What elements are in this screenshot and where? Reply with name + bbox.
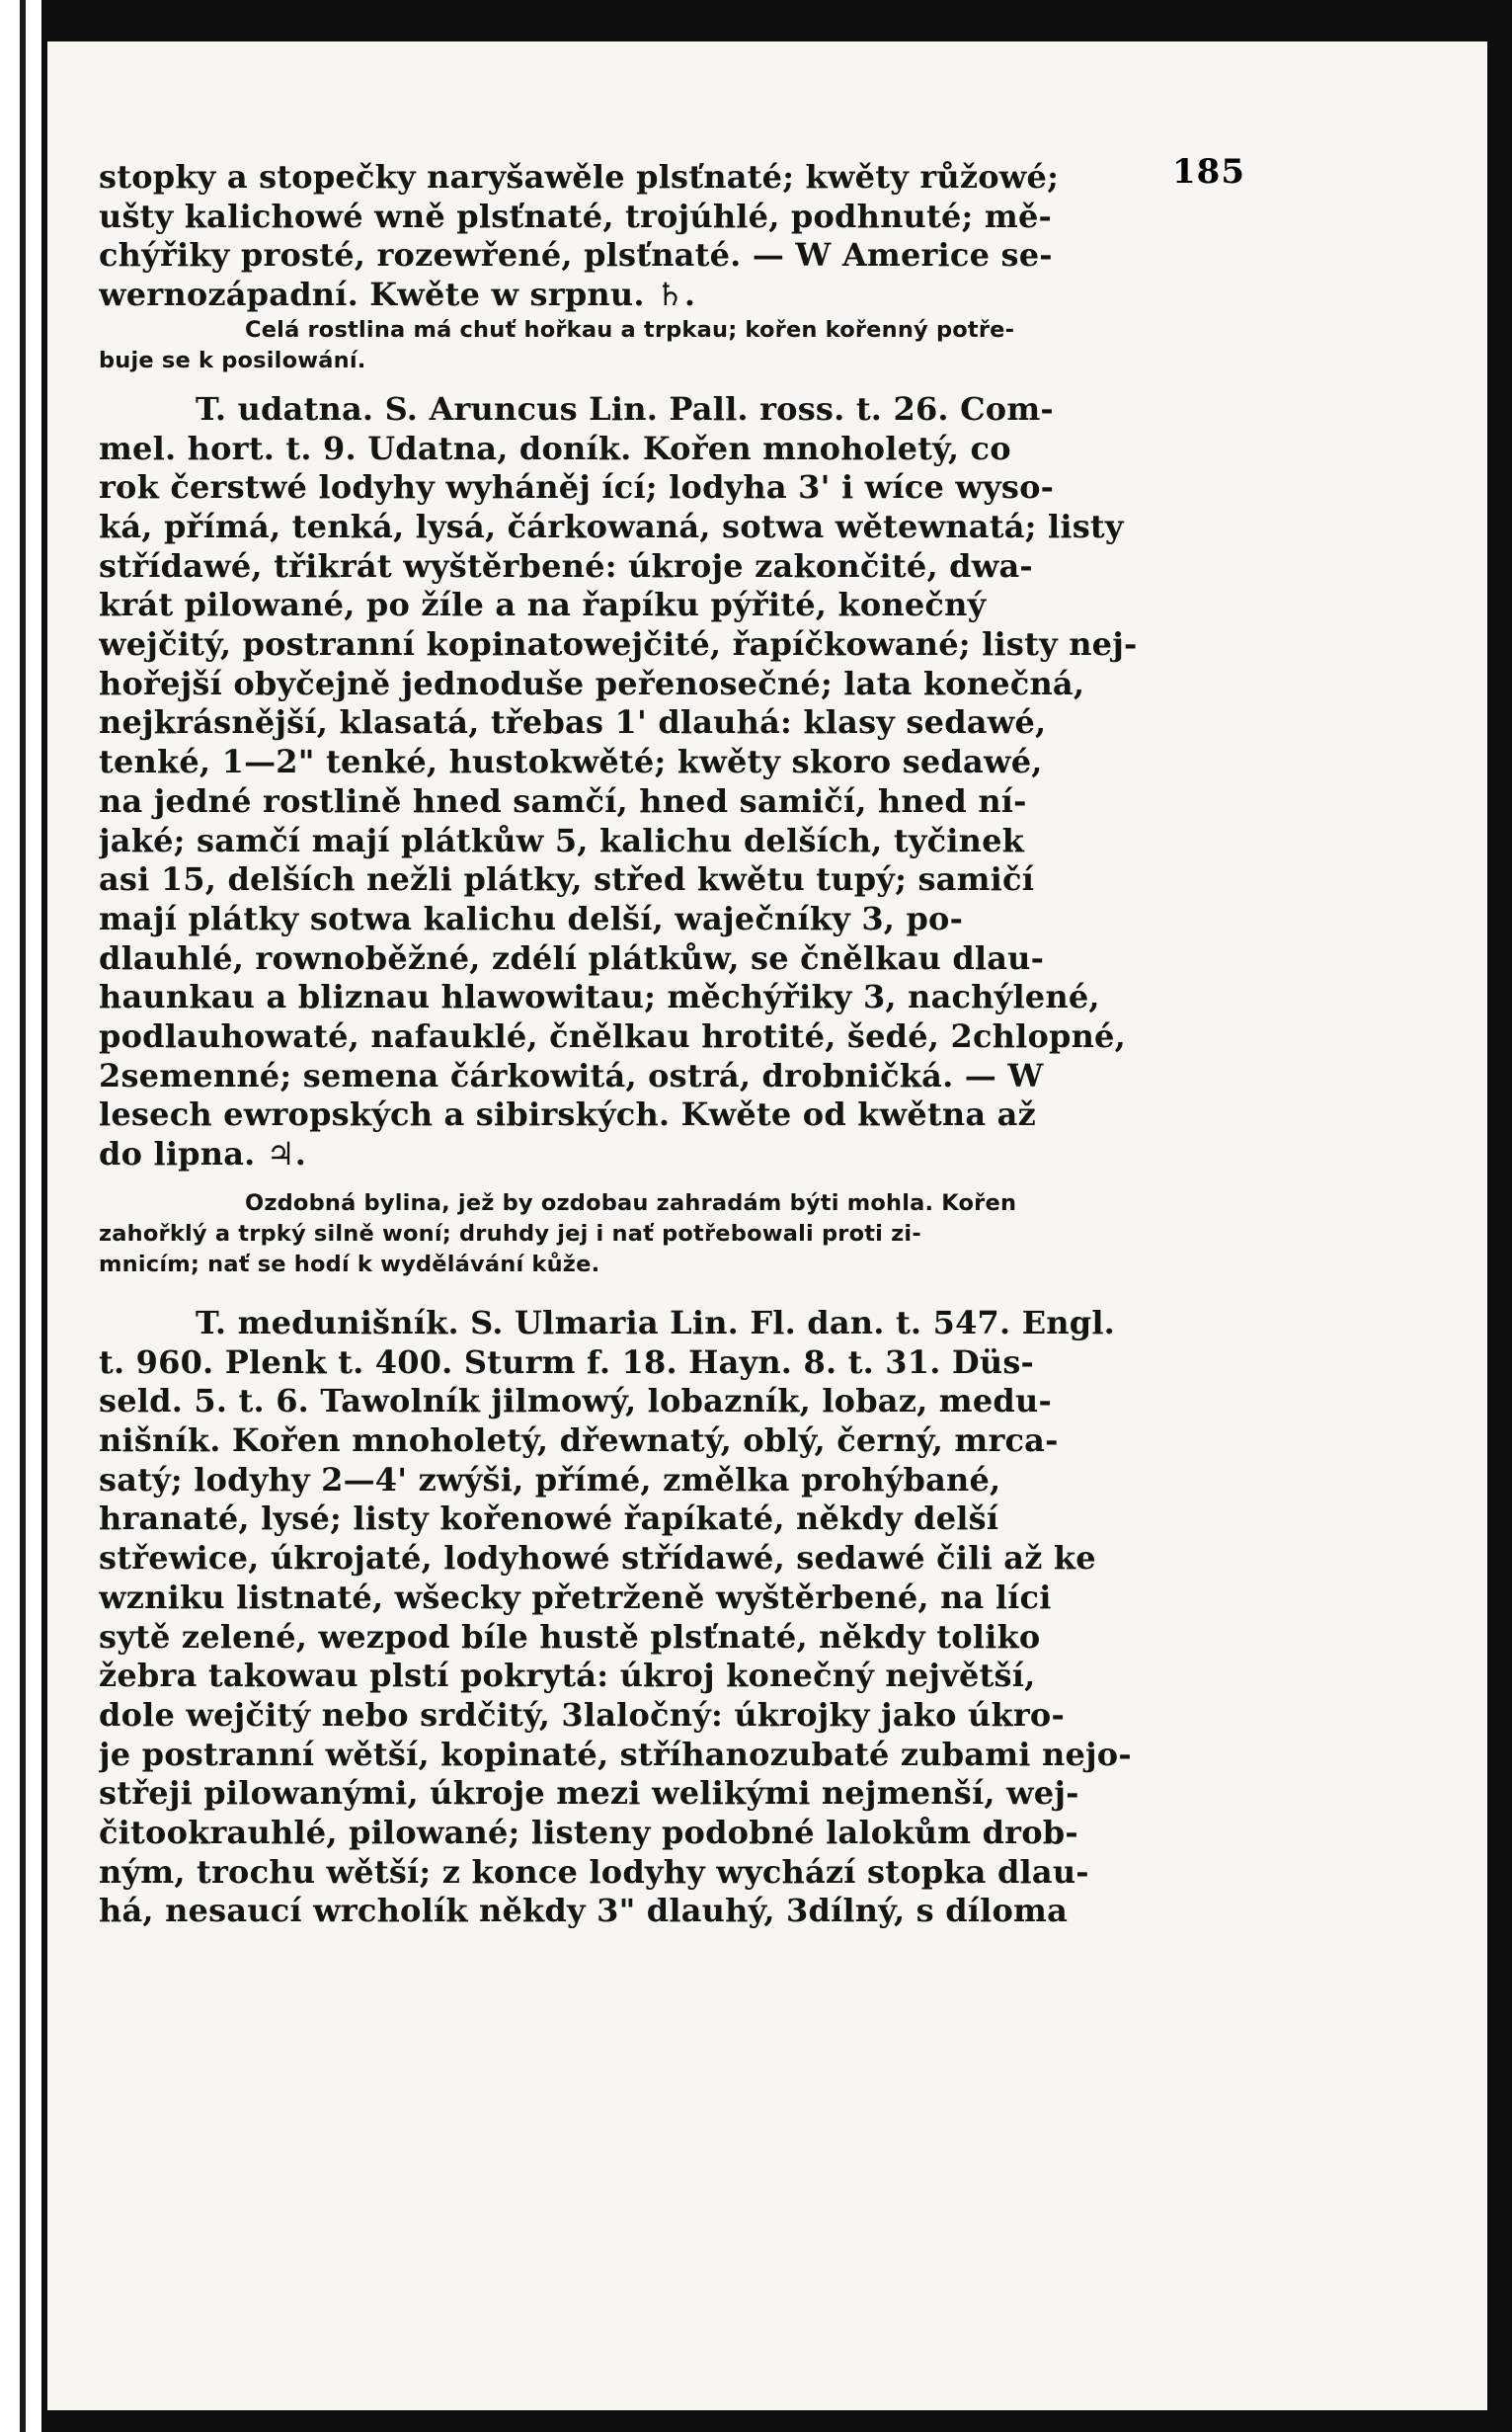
note-line: zahořklý a trpký silně woní; druhdy jej i nať potřebowali proti zi- [99, 1220, 921, 1247]
text-line: střeji pilowanými, úkroje mezi welikými nejmenší, wej- [99, 1774, 1079, 1813]
text-line: 2semenné; semena čárkowitá, ostrá, drobničká. — W [99, 1056, 1044, 1094]
text-line: há, nesaucí wrcholík někdy 3" dlauhý, 3dílný, s díloma [99, 1892, 1069, 1930]
book-page [47, 41, 1487, 2410]
text-line: žebra takowau plstí pokrytá: úkroj konečný největší, [99, 1657, 1036, 1695]
note-aruncus-ornamental [99, 1188, 1234, 1280]
entry-ulmaria [99, 1304, 1234, 1931]
page-number: 185 [1172, 152, 1245, 192]
text-line: asi 15, delších nežli plátky, střed kwětu tupý; samičí [99, 860, 1035, 899]
text-line: stopky a stopečky naryšawěle plsťnaté; kwěty růžowé; [99, 158, 1060, 196]
text-line: tenké, 1—2" tenké, hustokwěté; kwěty skoro sedawé, [99, 743, 1043, 781]
text-line: ká, přímá, tenká, lysá, čárkowaná, sotwa wětewnatá; listy [99, 507, 1124, 545]
text-line: podlauhowaté, nafauklé, čnělkau hrotité, šedé, 2chlopné, [99, 1017, 1126, 1056]
text-line: jaké; samčí mají plátkůw 5, kalichu delších, tyčinek [99, 821, 1025, 859]
text-line: ným, trochu wětší; z konce lodyhy wychází stopka dlau- [99, 1852, 1089, 1891]
text-line: dole wejčitý nebo srdčitý, 3laločný: úkrojky jako úkro- [99, 1695, 1065, 1734]
text-line: nišník. Kořen mnoholetý, dřewnatý, oblý, černý, mrca- [99, 1420, 1059, 1459]
text-line: hranaté, lysé; listy kořenowé řapíkaté, někdy delší [99, 1500, 999, 1538]
text-line: čitookrauhlé, pilowané; listeny podobné lalokům drob- [99, 1814, 1078, 1852]
text-line: je postranní wětší, kopinaté, stříhanozubaté zubami nejo- [99, 1735, 1132, 1773]
spacer [99, 376, 1234, 390]
text-line: satý; lodyhy 2—4' zwýši, přímé, změlka prohýbané, [99, 1460, 1001, 1499]
note-line: Ozdobná bylina, jež by ozdobau zahradám býti mohla. Kořen [245, 1189, 1017, 1216]
paragraph-continuation [99, 158, 1234, 315]
text-line: do lipna. ♃. [99, 1135, 307, 1174]
text-line: rok čerstwé lodyhy wyháněj ící; lodyha 3' i wíce wyso- [99, 468, 1055, 507]
entry-heading-line: T. medunišník. S. Ulmaria Lin. Fl. dan. t. 547. Engl. [196, 1303, 1116, 1341]
text-line: střídawé, třikrát wyštěrbené: úkroje zakončité, dwa- [99, 546, 1033, 585]
text-line: wzniku listnaté, wšecky přetrženě wyštěrbené, na líci [99, 1578, 1052, 1616]
text-line: sytě zelené, wezpod bíle hustě plsťnaté, někdy toliko [99, 1617, 1041, 1656]
text-line: mel. hort. t. 9. Udatna, doník. Kořen mnoholetý, co [99, 429, 1011, 467]
text-line: wernozápadní. Kwěte w srpnu. ♄. [99, 276, 696, 314]
text-line: střewice, úkrojaté, lodyhowé střídawé, sedawé čili až ke [99, 1539, 1096, 1578]
text-line: haunkau a bliznau hlawowitau; měchýřiky 3, nachýlené, [99, 978, 1100, 1016]
text-line: krát pilowané, po žíle a na řapíku pýřité, konečný [99, 586, 987, 624]
text-line: dlauhlé, rownoběžné, zdélí plátkůw, se čnělkau dlau- [99, 938, 1045, 977]
text-line: ušty kalichowé wně plsťnaté, trojúhlé, podhnuté; mě- [99, 197, 1052, 235]
spacer [99, 1175, 1234, 1188]
text-line: lesech ewropských a sibirských. Kwěte od kwětna až [99, 1095, 1036, 1134]
note-line: Celá rostlina má chuť hořkau a trpkau; kořen kořenný potře- [245, 316, 1015, 343]
text-line: chýřiky prosté, rozewřené, plsťnaté. — W Americe se- [99, 236, 1053, 275]
text-line: nejkrásnější, klasatá, třebas 1' dlauhá: klasy sedawé, [99, 703, 1047, 742]
text-line: na jedné rostlině hned samčí, hned samičí, hned ní- [99, 781, 1027, 820]
text-line: hořejší obyčejně jednoduše peřenosečné; lata konečná, [99, 664, 1085, 702]
text-line: t. 960. Plenk t. 400. Sturm f. 18. Hayn. 8. t. 31. Düs- [99, 1342, 1035, 1381]
text-line: seld. 5. t. 6. Tawolník jilmowý, lobazník, lobaz, medu- [99, 1382, 1052, 1420]
spacer [99, 1280, 1234, 1304]
note-aruncus-use [99, 315, 1234, 376]
entry-heading-line: T. udatna. S. Aruncus Lin. Pall. ross. t. 26. Com- [196, 389, 1054, 428]
page-text [99, 158, 1234, 1931]
text-line: mají plátky sotwa kalichu delší, waječníky 3, po- [99, 899, 964, 937]
text-line: wejčitý, postranní kopinatowejčité, řapíčkowané; listy nej- [99, 625, 1138, 664]
note-line: mnicím; nať se hodí k wydělávání kůže. [99, 1251, 600, 1277]
note-line: buje se k posilowání. [99, 347, 366, 373]
entry-aruncus [99, 390, 1234, 1175]
scan-edge [0, 0, 41, 2432]
